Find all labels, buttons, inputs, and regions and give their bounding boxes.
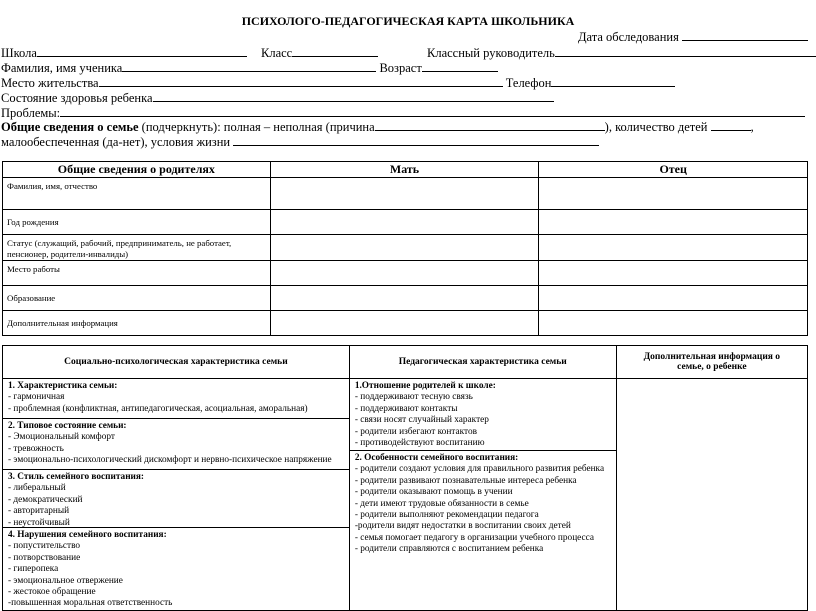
list-item: - потворствование bbox=[8, 552, 81, 563]
row-label-workplace: Место работы bbox=[3, 261, 271, 286]
residence-line bbox=[1, 75, 675, 91]
family-general-line bbox=[1, 119, 754, 135]
list-item: - родители справляются с воспитанием ребенка bbox=[354, 544, 544, 555]
social-section-3 bbox=[3, 470, 349, 528]
class-line bbox=[261, 45, 378, 61]
exam-date-label: Дата обследования bbox=[578, 30, 679, 44]
list-item: - демократический bbox=[8, 494, 83, 505]
table-row bbox=[3, 261, 808, 286]
class-field[interactable] bbox=[292, 45, 378, 57]
list-item: - проблемная (конфликтная, антипедагогическая, асоциальная, аморальная) bbox=[8, 403, 308, 414]
list-item: - попустительство bbox=[8, 541, 81, 552]
additional-info-cell[interactable] bbox=[616, 379, 807, 611]
residence-label: Место жительства bbox=[1, 76, 99, 90]
social-section-title: 2. Типовое состояние семьи: bbox=[8, 421, 127, 431]
list-item: - авторитарный bbox=[8, 506, 70, 517]
mother-additional-cell[interactable] bbox=[270, 311, 539, 336]
list-item: - жестокое обращение bbox=[8, 587, 96, 598]
list-item: - неустойчивый bbox=[8, 517, 70, 528]
table-row bbox=[3, 235, 808, 261]
residence-field[interactable] bbox=[99, 75, 503, 87]
pedagogical-section-title: 1.Отношение родителей к школе: bbox=[354, 381, 496, 391]
list-item: -повышенная моральная ответственность bbox=[8, 598, 173, 609]
father-education-cell[interactable] bbox=[539, 286, 808, 311]
table-row bbox=[3, 286, 808, 311]
list-item: - поддерживают тесную связь bbox=[354, 392, 473, 403]
incomplete-reason-field[interactable] bbox=[375, 119, 605, 131]
list-item: - гиперопека bbox=[8, 564, 59, 575]
social-section-2 bbox=[3, 419, 349, 470]
list-item: - родители выполняют рекомендации педагога bbox=[354, 510, 539, 521]
row-label-additional: Дополнительная информация bbox=[3, 311, 271, 336]
list-item: - родители развивают познавательные интереса ребенка bbox=[354, 475, 577, 486]
mother-status-cell[interactable] bbox=[270, 235, 539, 261]
teacher-line bbox=[427, 45, 816, 61]
list-item: - тревожность bbox=[8, 443, 64, 454]
social-column bbox=[3, 379, 350, 611]
header-social-psych: Социально-психологическая характеристика семьи bbox=[3, 346, 350, 379]
list-item: - родители создают условия для правильного развития ребенка bbox=[354, 464, 605, 475]
living-conditions-field[interactable] bbox=[233, 134, 599, 146]
list-item: - противодействуют воспитанию bbox=[354, 438, 485, 449]
header-pedagogical: Педагогическая характеристика семьи bbox=[349, 346, 616, 379]
health-label: Состояние здоровья ребенка bbox=[1, 91, 153, 105]
children-count-label: ), количество детей bbox=[604, 120, 708, 134]
class-label: Класс bbox=[261, 46, 293, 60]
row-label-education: Образование bbox=[3, 286, 271, 311]
pedagogical-section-1 bbox=[350, 379, 616, 451]
parents-table-header bbox=[3, 162, 808, 178]
social-section-title: 1. Характеристика семьи: bbox=[8, 381, 118, 391]
social-section-1 bbox=[3, 379, 349, 419]
health-line bbox=[1, 90, 554, 106]
parents-header-mother: Мать bbox=[270, 162, 539, 178]
class-teacher-label: Классный руководитель bbox=[427, 46, 555, 60]
age-label: Возраст bbox=[379, 61, 422, 75]
social-section-4 bbox=[3, 528, 349, 610]
family-general-text: (подчеркнуть): полная – неполная (причина bbox=[138, 120, 375, 134]
list-item: - эмоциональное отвержение bbox=[8, 575, 123, 586]
list-item: - дети имеют трудовые обязанности в семье bbox=[354, 498, 529, 509]
table-row bbox=[3, 210, 808, 235]
class-teacher-field[interactable] bbox=[555, 45, 816, 57]
social-section-title: 3. Стиль семейного воспитания: bbox=[8, 472, 145, 482]
family-table-header bbox=[3, 346, 808, 379]
school-line bbox=[1, 45, 247, 61]
mother-workplace-cell[interactable] bbox=[270, 261, 539, 286]
school-label: Школа bbox=[1, 46, 37, 60]
children-count-field[interactable] bbox=[711, 119, 751, 131]
age-field[interactable] bbox=[422, 60, 498, 72]
problems-label: Проблемы: bbox=[1, 106, 61, 120]
list-item: - связи носят случайный характер bbox=[354, 415, 489, 426]
phone-field[interactable] bbox=[551, 75, 675, 87]
father-full-name-cell[interactable] bbox=[539, 178, 808, 210]
low-income-label: малообеспеченная (да-нет), условия жизни bbox=[1, 135, 231, 149]
mother-education-cell[interactable] bbox=[270, 286, 539, 311]
page-title: ПСИХОЛОГО-ПЕДАГОГИЧЕСКАЯ КАРТА ШКОЛЬНИКА bbox=[241, 14, 575, 28]
row-label-full-name: Фамилия, имя, отчество bbox=[3, 178, 271, 210]
father-workplace-cell[interactable] bbox=[539, 261, 808, 286]
parents-table bbox=[2, 161, 808, 336]
exam-date-line bbox=[578, 29, 808, 45]
list-item: - родители избегают контактов bbox=[354, 426, 477, 437]
parents-header-father: Отец bbox=[539, 162, 808, 178]
problems-field[interactable] bbox=[60, 105, 805, 117]
list-item: - поддерживают контакты bbox=[354, 403, 458, 414]
social-section-title: 4. Нарушения семейного воспитания: bbox=[8, 530, 167, 540]
family-characteristics-table bbox=[2, 345, 808, 611]
table-row bbox=[3, 311, 808, 336]
low-income-line bbox=[1, 134, 599, 150]
pedagogical-column bbox=[349, 379, 616, 611]
mother-birth-year-cell[interactable] bbox=[270, 210, 539, 235]
father-additional-cell[interactable] bbox=[539, 311, 808, 336]
comma-text: , bbox=[750, 120, 754, 134]
student-line bbox=[1, 60, 498, 76]
school-field[interactable] bbox=[37, 45, 247, 57]
row-label-status: Статус (служащий, рабочий, предприниматель, не работает, пенсионер, родители-инвалиды) bbox=[3, 235, 271, 261]
phone-label: Телефон bbox=[505, 76, 552, 90]
list-item: - Эмоциональный комфорт bbox=[8, 432, 115, 443]
health-field[interactable] bbox=[153, 90, 554, 102]
pedagogical-section-title: 2. Особенности семейного воспитания: bbox=[354, 453, 519, 463]
student-name-field[interactable] bbox=[122, 60, 376, 72]
list-item: - эмоционально-психологический дискомфорт и нервно-психическое напряжение bbox=[8, 455, 332, 466]
list-item: - либеральный bbox=[8, 483, 66, 494]
mother-full-name-cell[interactable] bbox=[270, 178, 539, 210]
header-additional-info: Дополнительная информация о семье, о ребенке bbox=[616, 346, 807, 379]
father-status-cell[interactable] bbox=[539, 235, 808, 261]
father-birth-year-cell[interactable] bbox=[539, 210, 808, 235]
student-name-label: Фамилия, имя ученика bbox=[1, 61, 123, 75]
parents-header-general: Общие сведения о родителях bbox=[3, 162, 271, 178]
table-row bbox=[3, 379, 808, 611]
family-general-label: Общие сведения о семье bbox=[1, 120, 139, 134]
table-row bbox=[3, 178, 808, 210]
list-item: -родители видят недостатки в воспитании своих детей bbox=[354, 521, 571, 532]
list-item: - семья помогает педагогу в организации учебного процесса bbox=[354, 532, 595, 543]
row-label-birth-year: Год рождения bbox=[3, 210, 271, 235]
list-item: - родители оказывают помощь в учении bbox=[354, 487, 513, 498]
list-item: - гармоничная bbox=[8, 392, 65, 403]
pedagogical-section-2 bbox=[350, 451, 616, 600]
exam-date-field[interactable] bbox=[682, 29, 808, 41]
